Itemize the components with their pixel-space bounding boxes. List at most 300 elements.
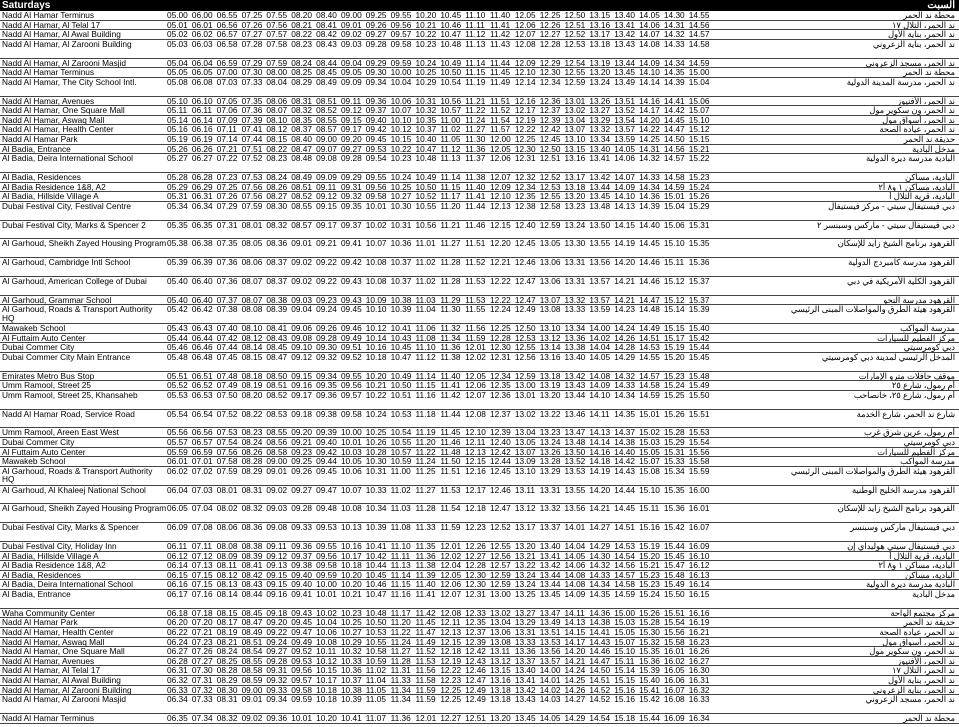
departure-time: 07.11 (217, 125, 242, 135)
departure-time: 13.25 (515, 589, 540, 608)
departure-time: 05.51 (167, 371, 192, 381)
departure-time: 09.00 (266, 457, 291, 467)
departure-time: 15.15 (614, 675, 639, 685)
departure-time: 10.50 (366, 618, 391, 628)
departure-time: 13.44 (565, 390, 590, 409)
departure-time: 06.31 (192, 192, 217, 202)
departure-time: 13.00 (515, 381, 540, 391)
departure-time: 14.46 (589, 647, 614, 657)
departure-time: 05.46 (167, 343, 192, 353)
departure-time: 13.34 (565, 324, 590, 334)
departure-time: 15.36 (689, 258, 714, 277)
departure-time: 13.20 (515, 542, 540, 552)
departure-time: 15.32 (639, 637, 664, 647)
departure-time: 11.59 (415, 695, 440, 714)
departure-time: 16.16 (689, 608, 714, 618)
departure-time: 10.47 (415, 144, 440, 154)
stop-name-en: Nadd Al Hamar, Al Zarooni Masjid (0, 695, 167, 714)
departure-time: 08.39 (242, 551, 267, 561)
departure-time: 11.52 (490, 106, 515, 116)
departure-time: 14.17 (565, 637, 590, 647)
departure-time: 07.27 (242, 30, 267, 40)
departure-time: 08.44 (316, 58, 341, 68)
departure-time: 16.01 (689, 504, 714, 523)
departure-time: 10.21 (366, 381, 391, 391)
table-row (0, 542, 959, 552)
departure-time: 15.11 (614, 656, 639, 666)
stop-name-ar: محطة ند الحمر (714, 68, 959, 78)
departure-time: 14.40 (614, 447, 639, 457)
departure-time: 14.18 (589, 457, 614, 467)
departure-time: 13.40 (565, 352, 590, 371)
departure-time: 10.29 (341, 637, 366, 647)
departure-time: 07.16 (192, 589, 217, 608)
departure-time: 14.06 (614, 154, 639, 173)
departure-time: 11.51 (465, 239, 490, 258)
departure-time: 10.15 (391, 134, 416, 144)
departure-time: 15.42 (689, 333, 714, 343)
stop-name-en: Al Garhoud, Sheikh Zayed Housing Program (0, 239, 167, 258)
departure-time: 08.48 (291, 154, 316, 173)
departure-time: 07.05 (217, 96, 242, 106)
departure-time: 14.34 (589, 580, 614, 590)
table-row (0, 675, 959, 685)
departure-time: 09.17 (291, 390, 316, 409)
stop-name-en: Al Garhoud, Grammar School (0, 295, 167, 305)
departure-time: 09.28 (316, 333, 341, 343)
departure-time: 10.12 (391, 125, 416, 135)
departure-time: 14.34 (639, 182, 664, 192)
departure-time: 05.38 (167, 239, 192, 258)
departure-time: 10.24 (391, 172, 416, 182)
table-row (0, 656, 959, 666)
departure-time: 05.31 (167, 192, 192, 202)
departure-time: 07.33 (242, 77, 267, 96)
departure-time: 13.30 (565, 239, 590, 258)
departure-time: 10.34 (366, 504, 391, 523)
departure-time: 09.37 (341, 220, 366, 239)
departure-time: 09.32 (316, 352, 341, 371)
departure-time: 07.30 (192, 666, 217, 676)
departure-time: 12.17 (465, 485, 490, 504)
departure-time: 13.42 (614, 30, 639, 40)
departure-time: 06.04 (192, 58, 217, 68)
departure-time: 12.39 (465, 637, 490, 647)
departure-time: 11.24 (391, 637, 416, 647)
stop-name-en: Nadd Al Hamar Terminus (0, 713, 167, 723)
departure-time: 13.47 (565, 428, 590, 438)
departure-time: 13.52 (565, 457, 590, 467)
stop-name-en: Dubai Commer City Main Entrance (0, 352, 167, 371)
departure-time: 13.16 (565, 154, 590, 173)
departure-time: 12.39 (490, 428, 515, 438)
departure-time: 14.25 (639, 134, 664, 144)
departure-time: 15.51 (689, 409, 714, 428)
departure-time: 06.22 (167, 627, 192, 637)
departure-time: 09.56 (316, 551, 341, 561)
departure-time: 12.50 (515, 324, 540, 334)
departure-time: 09.40 (316, 438, 341, 448)
departure-time: 10.23 (415, 39, 440, 58)
departure-time: 14.38 (614, 438, 639, 448)
departure-time: 13.07 (565, 125, 590, 135)
departure-time: 12.06 (490, 154, 515, 173)
departure-time: 09.45 (341, 305, 366, 324)
stop-name-en: Al Badia Residence 1&8, A2 (0, 182, 167, 192)
departure-time: 13.55 (565, 485, 590, 504)
departure-time: 10.07 (366, 239, 391, 258)
departure-time: 14.26 (565, 685, 590, 695)
stop-name-ar: ند الحمر، ون سكوير مول (714, 647, 959, 657)
departure-time: 10.23 (341, 608, 366, 618)
departure-time: 15.36 (664, 504, 689, 523)
departure-time: 13.55 (589, 239, 614, 258)
departure-time: 13.23 (540, 428, 565, 438)
departure-time: 15.29 (689, 201, 714, 220)
departure-time: 06.51 (192, 371, 217, 381)
departure-time: 07.31 (217, 220, 242, 239)
departure-time: 11.59 (465, 333, 490, 343)
departure-time: 13.43 (614, 39, 639, 58)
departure-time: 15.08 (639, 466, 664, 485)
departure-time: 12.26 (465, 542, 490, 552)
departure-time: 13.50 (565, 447, 590, 457)
departure-time: 11.06 (415, 324, 440, 334)
departure-time: 14.34 (614, 390, 639, 409)
departure-time: 09.02 (242, 713, 267, 723)
departure-time: 07.23 (217, 172, 242, 182)
departure-time: 06.17 (167, 589, 192, 608)
departure-time: 13.44 (540, 580, 565, 590)
departure-time: 08.23 (266, 154, 291, 173)
departure-time: 11.44 (490, 58, 515, 68)
departure-time: 11.54 (490, 115, 515, 125)
departure-time: 12.30 (540, 68, 565, 78)
departure-time: 11.11 (391, 551, 416, 561)
departure-time: 11.08 (391, 523, 416, 542)
departure-time: 10.38 (391, 295, 416, 305)
departure-time: 06.27 (192, 154, 217, 173)
departure-time: 09.56 (391, 20, 416, 30)
departure-time: 14.29 (589, 542, 614, 552)
stop-name-ar: ند الحمر، عيادة الصحة (714, 125, 959, 135)
departure-time: 09.10 (291, 343, 316, 353)
departure-time: 06.02 (192, 30, 217, 40)
departure-time: 08.47 (242, 618, 267, 628)
departure-time: 05.00 (167, 11, 192, 20)
departure-time: 15.50 (664, 589, 689, 608)
departure-time: 13.42 (589, 172, 614, 182)
table-row (0, 343, 959, 353)
departure-time: 10.20 (366, 371, 391, 381)
stop-name-en: Al Badia, Residences (0, 172, 167, 182)
departure-time: 06.15 (167, 570, 192, 580)
departure-time: 16.14 (689, 580, 714, 590)
stop-name-ar: حديقة ند الحمر (714, 134, 959, 144)
stop-name-ar: ند الحمر، التلال ١٧ (714, 20, 959, 30)
departure-time: 10.55 (415, 201, 440, 220)
departure-time: 09.08 (316, 154, 341, 173)
departure-time: 08.13 (217, 580, 242, 590)
stop-name-ar: دبي فيستيفال سيتي هوليداي إن (714, 542, 959, 552)
departure-time: 12.35 (490, 381, 515, 391)
departure-time: 11.45 (440, 428, 465, 438)
departure-time: 15.56 (689, 447, 714, 457)
departure-time: 08.55 (242, 656, 267, 666)
departure-time: 15.44 (639, 713, 664, 723)
table-row (0, 637, 959, 647)
departure-time: 14.52 (589, 695, 614, 714)
departure-time: 15.10 (689, 115, 714, 125)
departure-time: 11.03 (391, 504, 416, 523)
departure-time: 09.30 (316, 343, 341, 353)
departure-time: 12.50 (540, 144, 565, 154)
departure-time: 13.40 (589, 144, 614, 154)
departure-time: 10.02 (366, 220, 391, 239)
departure-time: 08.37 (266, 258, 291, 277)
departure-time: 09.02 (291, 276, 316, 295)
departure-time: 08.52 (266, 390, 291, 409)
departure-time: 15.10 (664, 239, 689, 258)
departure-time: 16.33 (689, 695, 714, 714)
departure-time: 13.17 (589, 30, 614, 40)
departure-time: 08.39 (266, 305, 291, 324)
departure-time: 09.58 (316, 561, 341, 571)
departure-time: 13.29 (515, 618, 540, 628)
departure-time: 06.56 (192, 428, 217, 438)
departure-time: 15.04 (689, 77, 714, 96)
departure-time: 12.08 (465, 409, 490, 428)
departure-time: 11.15 (440, 182, 465, 192)
stop-name-en: Al Garhoud, Cambridge Intl School (0, 258, 167, 277)
departure-time: 08.36 (266, 239, 291, 258)
departure-time: 15.12 (664, 276, 689, 295)
departure-time: 13.12 (490, 656, 515, 666)
departure-time: 11.51 (490, 96, 515, 106)
departure-time: 06.00 (192, 11, 217, 20)
departure-time: 14.59 (614, 589, 639, 608)
departure-time: 14.40 (639, 220, 664, 239)
departure-time: 15.01 (664, 192, 689, 202)
departure-time: 07.51 (242, 144, 267, 154)
departure-time: 08.32 (217, 713, 242, 723)
departure-time: 10.49 (391, 371, 416, 381)
departure-time: 06.53 (192, 390, 217, 409)
departure-time: 11.50 (440, 457, 465, 467)
departure-time: 06.27 (167, 647, 192, 657)
departure-time: 11.22 (391, 627, 416, 637)
departure-time: 15.07 (639, 457, 664, 467)
departure-time: 06.01 (192, 20, 217, 30)
departure-time: 11.33 (391, 675, 416, 685)
table-row (0, 523, 959, 542)
departure-time: 10.31 (391, 220, 416, 239)
departure-time: 10.23 (391, 154, 416, 173)
departure-time: 09.08 (291, 333, 316, 343)
departure-time: 05.48 (167, 352, 192, 371)
departure-time: 07.38 (217, 305, 242, 324)
departure-time: 09.41 (341, 239, 366, 258)
departure-time: 13.57 (589, 295, 614, 305)
stop-name-en: Nadd Al Hamar Park (0, 134, 167, 144)
departure-time: 05.56 (167, 428, 192, 438)
stop-name-en: Al Badia, Hillside Village A (0, 551, 167, 561)
departure-time: 14.31 (639, 144, 664, 154)
departure-time: 12.37 (490, 409, 515, 428)
departure-time: 08.04 (266, 77, 291, 96)
departure-time: 14.01 (540, 675, 565, 685)
departure-time: 10.31 (366, 466, 391, 485)
departure-time: 09.21 (291, 438, 316, 448)
departure-time: 11.14 (391, 570, 416, 580)
departure-time: 13.26 (540, 447, 565, 457)
departure-time: 08.47 (291, 144, 316, 154)
departure-time: 13.08 (490, 637, 515, 647)
departure-time: 12.37 (465, 627, 490, 637)
stop-name-ar: ند الحمر، أسواق مول (714, 115, 959, 125)
departure-time: 12.33 (465, 608, 490, 618)
departure-time: 11.00 (440, 115, 465, 125)
departure-time: 12.02 (465, 352, 490, 371)
departure-time: 06.52 (192, 381, 217, 391)
departure-time: 13.31 (540, 485, 565, 504)
departure-time: 08.06 (266, 96, 291, 106)
table-row (0, 258, 959, 277)
departure-time: 11.30 (465, 134, 490, 144)
departure-time: 13.31 (565, 276, 590, 295)
departure-time: 13.33 (515, 637, 540, 647)
departure-time: 12.27 (440, 713, 465, 723)
departure-time: 12.19 (440, 656, 465, 666)
departure-time: 12.35 (465, 618, 490, 628)
table-row (0, 172, 959, 182)
departure-time: 12.59 (565, 77, 590, 96)
departure-time: 11.41 (415, 589, 440, 608)
departure-time: 08.52 (291, 192, 316, 202)
departure-time: 14.23 (614, 305, 639, 324)
departure-time: 11.16 (415, 390, 440, 409)
departure-time: 15.24 (664, 381, 689, 391)
departure-time: 14.05 (614, 144, 639, 154)
departure-time: 13.24 (540, 438, 565, 448)
departure-time: 11.44 (440, 409, 465, 428)
departure-time: 14.15 (565, 627, 590, 637)
departure-time: 07.25 (217, 182, 242, 192)
departure-time: 12.06 (515, 20, 540, 30)
departure-time: 08.52 (316, 106, 341, 116)
stop-name-ar: ند الحمر، ون سكوير مول (714, 106, 959, 116)
departure-time: 10.40 (415, 134, 440, 144)
stop-name-en: Mawakeb School (0, 457, 167, 467)
departure-time: 13.41 (589, 154, 614, 173)
departure-time: 11.36 (440, 343, 465, 353)
departure-time: 09.33 (291, 523, 316, 542)
departure-time: 05.26 (167, 144, 192, 154)
departure-time: 10.56 (415, 220, 440, 239)
departure-time: 08.38 (266, 295, 291, 305)
stop-name-en: Nadd Al Hamar, Avenues (0, 656, 167, 666)
departure-time: 10.52 (415, 192, 440, 202)
stop-name-ar: دبي كومرسيتي (714, 438, 959, 448)
stop-name-en: Umm Ramool, Street 25 (0, 381, 167, 391)
departure-time: 14.24 (614, 324, 639, 334)
departure-time: 06.29 (192, 182, 217, 192)
departure-time: 13.05 (540, 239, 565, 258)
departure-time: 12.46 (490, 485, 515, 504)
departure-time: 08.50 (266, 371, 291, 381)
departure-time: 10.53 (366, 627, 391, 637)
departure-time: 11.21 (440, 220, 465, 239)
stop-name-ar: حديقة ند الحمر (714, 618, 959, 628)
departure-time: 14.57 (614, 570, 639, 580)
departure-time: 06.59 (192, 447, 217, 457)
departure-time: 09.59 (291, 695, 316, 714)
departure-time: 09.01 (242, 695, 267, 714)
departure-time: 13.45 (540, 589, 565, 608)
departure-time: 05.27 (167, 154, 192, 173)
departure-time: 12.25 (540, 11, 565, 20)
departure-time: 13.31 (515, 627, 540, 637)
departure-time: 10.50 (440, 68, 465, 78)
departure-time: 10.32 (415, 106, 440, 116)
departure-time: 15.06 (689, 96, 714, 106)
departure-time: 10.11 (316, 647, 341, 657)
departure-time: 15.37 (689, 295, 714, 305)
departure-time: 11.41 (465, 192, 490, 202)
departure-time: 08.12 (242, 333, 267, 343)
departure-time: 09.55 (316, 542, 341, 552)
departure-time: 15.24 (689, 182, 714, 192)
departure-time: 12.22 (440, 666, 465, 676)
departure-time: 11.22 (415, 447, 440, 457)
departure-time: 10.56 (440, 96, 465, 106)
stop-name-en: Nadd Al Hamar, Aswaq Mall (0, 637, 167, 647)
departure-time: 08.42 (316, 30, 341, 40)
departure-time: 09.43 (341, 295, 366, 305)
departure-time: 11.24 (465, 115, 490, 125)
departure-time: 09.39 (316, 428, 341, 438)
departure-time: 11.38 (415, 561, 440, 571)
departure-time: 08.53 (266, 409, 291, 428)
departure-time: 16.12 (689, 561, 714, 571)
stop-name-ar: مدرسة المواكب (714, 457, 959, 467)
departure-time: 10.06 (391, 96, 416, 106)
departure-time: 14.36 (639, 192, 664, 202)
departure-time: 09.42 (366, 125, 391, 135)
departure-time: 14.47 (664, 125, 689, 135)
departure-time: 13.15 (490, 666, 515, 676)
departure-time: 09.09 (316, 172, 341, 182)
departure-time: 12.42 (490, 447, 515, 457)
departure-time: 10.33 (341, 656, 366, 666)
departure-time: 12.11 (465, 438, 490, 448)
departure-time: 08.06 (217, 523, 242, 542)
departure-time: 06.39 (192, 258, 217, 277)
departure-time: 09.16 (266, 589, 291, 608)
departure-time: 13.44 (589, 182, 614, 192)
departure-time: 09.02 (266, 485, 291, 504)
departure-time: 10.17 (341, 551, 366, 561)
departure-time: 10.08 (341, 504, 366, 523)
departure-time: 09.13 (266, 561, 291, 571)
departure-time: 12.45 (540, 134, 565, 144)
departure-time: 10.10 (366, 305, 391, 324)
departure-time: 09.59 (316, 570, 341, 580)
departure-time: 09.59 (391, 58, 416, 68)
departure-time: 13.28 (540, 457, 565, 467)
departure-time: 09.45 (291, 618, 316, 628)
departure-time: 13.48 (589, 201, 614, 220)
